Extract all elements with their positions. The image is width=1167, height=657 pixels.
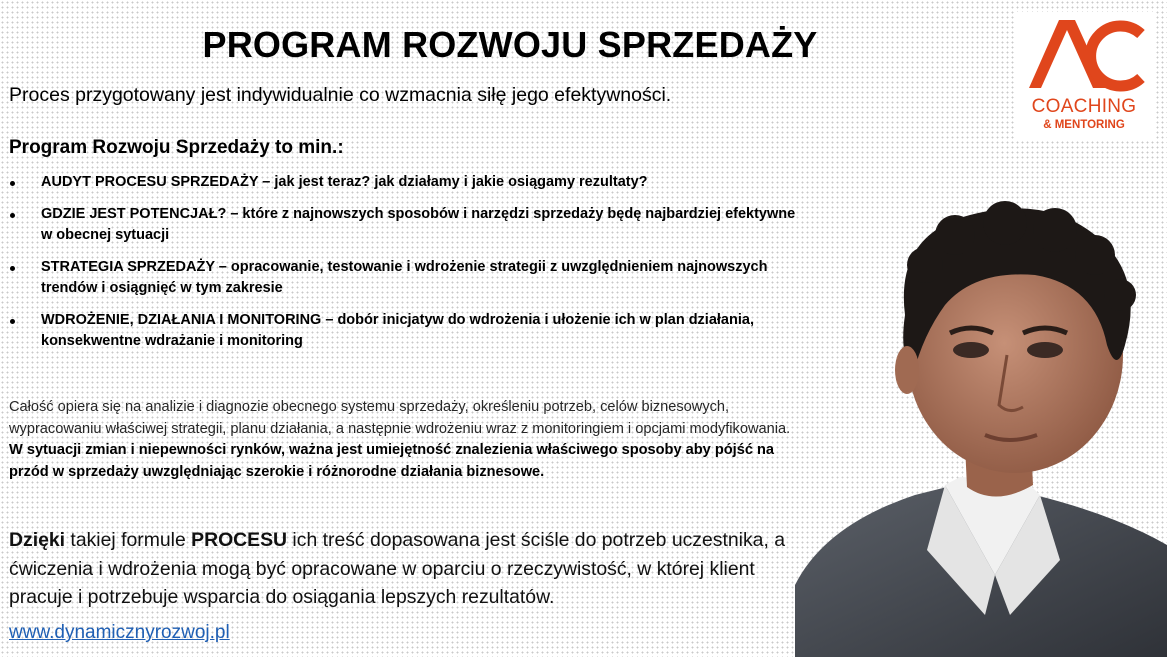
summary-text-1: takiej formule (65, 529, 192, 551)
logo-coaching-text: COACHING (1031, 96, 1137, 117)
summary-bold-procesu: PROCESU (191, 529, 288, 551)
bullet-potential: GDZIE JEST POTENCJAŁ? – które z najnowszych sposobów i narzędzi sprzedaży będę najbardziej efektywne w obecnej sytuacji (9, 204, 799, 247)
website-link[interactable]: www.dynamicznyrozwoj.pl (9, 622, 230, 643)
program-bullet-list (9, 172, 799, 363)
logo-mentoring-text: & MENTORING (1043, 119, 1125, 131)
summary-text-2: ich treść dopasowana jest ściśle do potrzeb uczestnika, a ćwiczenia i wdrożenia mogą być opracowane w oparciu o rzeczywistość, w której klient pracuje i potrzebuje wsparcia do osiągania lepszych rezultatów. (9, 529, 786, 608)
summary-paragraph (9, 526, 799, 612)
summary-bold-dzieki: Dzięki (9, 529, 66, 551)
coach-portrait-photo (795, 195, 1167, 657)
description-text: Całość opiera się na analizie i diagnozie obecnego systemu sprzedaży, określeniu potrzeb, celów biznesowych, wypracowaniu właściwej strategii, planu działania, a następnie wdrożeniu wraz z monitoringiem i opcjami modyfikowania. (9, 399, 791, 437)
intro-text: Proces przygotowany jest indywidualnie co wzmacnia siłę jego efektywności. (9, 84, 672, 106)
ac-coaching-logo (1014, 12, 1154, 140)
bullet-implementation: WDROŻENIE, DZIAŁANIA I MONITORING – dobór inicjatyw do wdrożenia i ułożenie ich w plan działania, konsekwentne wdrażanie i monitoring (9, 310, 799, 353)
page-title: PROGRAM ROZWOJU SPRZEDAŻY (202, 24, 818, 65)
list-heading: Program Rozwoju Sprzedaży to min.: (9, 137, 344, 158)
description-paragraph (9, 397, 799, 483)
bullet-audit: AUDYT PROCESU SPRZEDAŻY – jak jest teraz? jak działamy i jakie osiągamy rezultaty? (9, 172, 799, 194)
bullet-strategy: STRATEGIA SPRZEDAŻY – opracowanie, testowanie i wdrożenie strategii z uwzględnieniem najnowszych trendów i osiągnięć w tym zakresie (9, 257, 799, 300)
description-bold-text: W sytuacji zmian i niepewności rynków, ważna jest umiejętność znalezienia właściwego sposoby aby pójść na przód w sprzedaży uwzględniając szerokie i różnorodne działania biznesowe. (9, 442, 775, 480)
ac-logo-mark-icon (1014, 12, 1154, 96)
